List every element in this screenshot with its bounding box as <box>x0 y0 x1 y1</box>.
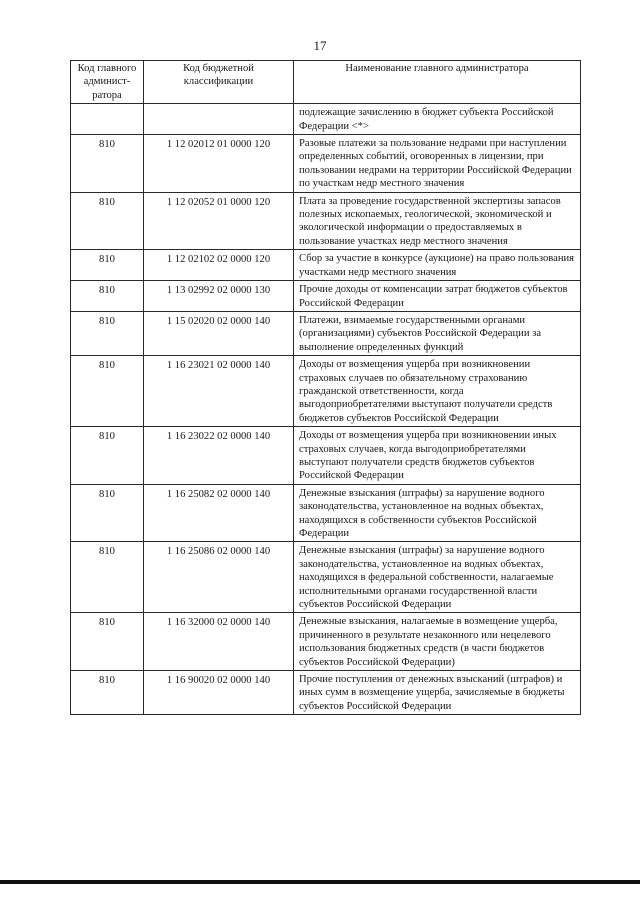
table-header-row <box>71 61 581 104</box>
table-row <box>71 356 581 427</box>
budget-code-cell: 1 16 25082 02 0000 140 <box>144 484 294 542</box>
header-admin-code: Код главного админист-ратора <box>71 61 144 104</box>
admin-code-cell <box>71 104 144 135</box>
admin-name-cell: подлежащие зачислению в бюджет субъекта Российской Федерации <*> <box>294 104 581 135</box>
header-admin-name: Наименование главного администратора <box>294 61 581 104</box>
admin-name-cell: Доходы от возмещения ущерба при возникновении иных страховых случаев, когда выгодоприобретателями выступают получатели средств бюджетов субъектов Российской Федерации <box>294 427 581 485</box>
budget-code-cell: 1 12 02052 01 0000 120 <box>144 192 294 250</box>
admin-code-cell: 810 <box>71 135 144 193</box>
admin-name-cell: Плата за проведение государственной экспертизы запасов полезных ископаемых, геологической, экономической и экологической информации о предоставляемых в пользование участках недр местного значения <box>294 192 581 250</box>
admin-code-cell: 810 <box>71 192 144 250</box>
admin-code-cell: 810 <box>71 427 144 485</box>
admin-name-cell: Прочие поступления от денежных взысканий (штрафов) и иных сумм в возмещение ущерба, зачисляемые в бюджеты субъектов Российской Федерации <box>294 671 581 715</box>
admin-name-cell: Денежные взыскания, налагаемые в возмещение ущерба, причиненного в результате незаконного или нецелевого использования бюджетных средств (в части бюджетов субъектов Российской Федерации) <box>294 613 581 671</box>
budget-code-cell: 1 16 23022 02 0000 140 <box>144 427 294 485</box>
admin-code-cell: 810 <box>71 484 144 542</box>
budget-code-cell: 1 16 25086 02 0000 140 <box>144 542 294 613</box>
budget-code-cell: 1 16 32000 02 0000 140 <box>144 613 294 671</box>
budget-code-cell: 1 12 02102 02 0000 120 <box>144 250 294 281</box>
table-row <box>71 104 581 135</box>
page-number: 17 <box>313 38 327 53</box>
table-row <box>71 613 581 671</box>
table-row <box>71 135 581 193</box>
budget-code-cell: 1 13 02992 02 0000 130 <box>144 281 294 312</box>
table-row <box>71 311 581 355</box>
budget-classification-table <box>70 60 581 715</box>
admin-code-cell: 810 <box>71 311 144 355</box>
budget-code-cell <box>144 104 294 135</box>
budget-code-cell: 1 15 02020 02 0000 140 <box>144 311 294 355</box>
header-budget-code: Код бюджетной классификации <box>144 61 294 104</box>
admin-name-cell: Разовые платежи за пользование недрами при наступлении определенных событий, оговоренных в лицензии, при пользовании недрами на территории Российской Федерации по участкам недр местного значения <box>294 135 581 193</box>
admin-name-cell: Прочие доходы от компенсации затрат бюджетов субъектов Российской Федерации <box>294 281 581 312</box>
admin-code-cell: 810 <box>71 613 144 671</box>
admin-code-cell: 810 <box>71 356 144 427</box>
table-row <box>71 281 581 312</box>
table-row <box>71 542 581 613</box>
admin-name-cell: Доходы от возмещения ущерба при возникновении страховых случаев по обязательному страхованию гражданской ответственности, когда выгодоприобретателями выступают получатели средств бюджетов субъектов Российской Федерации <box>294 356 581 427</box>
admin-code-cell: 810 <box>71 281 144 312</box>
admin-name-cell: Денежные взыскания (штрафы) за нарушение водного законодательства, установленное на водных объектах, находящихся в федеральной собственности, налагаемые исполнительными органами государственной власти субъектов Российской Федерации <box>294 542 581 613</box>
page-bottom-rule <box>0 880 640 884</box>
admin-name-cell: Денежные взыскания (штрафы) за нарушение водного законодательства, установленное на водных объектах, находящихся в собственности субъектов Российской Федерации <box>294 484 581 542</box>
table-row <box>71 192 581 250</box>
admin-name-cell: Платежи, взимаемые государственными органами (организациями) субъектов Российской Федерации за выполнение определенных функций <box>294 311 581 355</box>
admin-name-cell: Сбор за участие в конкурсе (аукционе) на право пользования участками недр местного значения <box>294 250 581 281</box>
table-row <box>71 671 581 715</box>
budget-code-cell: 1 16 23021 02 0000 140 <box>144 356 294 427</box>
table-row <box>71 484 581 542</box>
table-row <box>71 250 581 281</box>
table-row <box>71 427 581 485</box>
admin-code-cell: 810 <box>71 542 144 613</box>
budget-code-cell: 1 16 90020 02 0000 140 <box>144 671 294 715</box>
admin-code-cell: 810 <box>71 250 144 281</box>
budget-code-cell: 1 12 02012 01 0000 120 <box>144 135 294 193</box>
admin-code-cell: 810 <box>71 671 144 715</box>
